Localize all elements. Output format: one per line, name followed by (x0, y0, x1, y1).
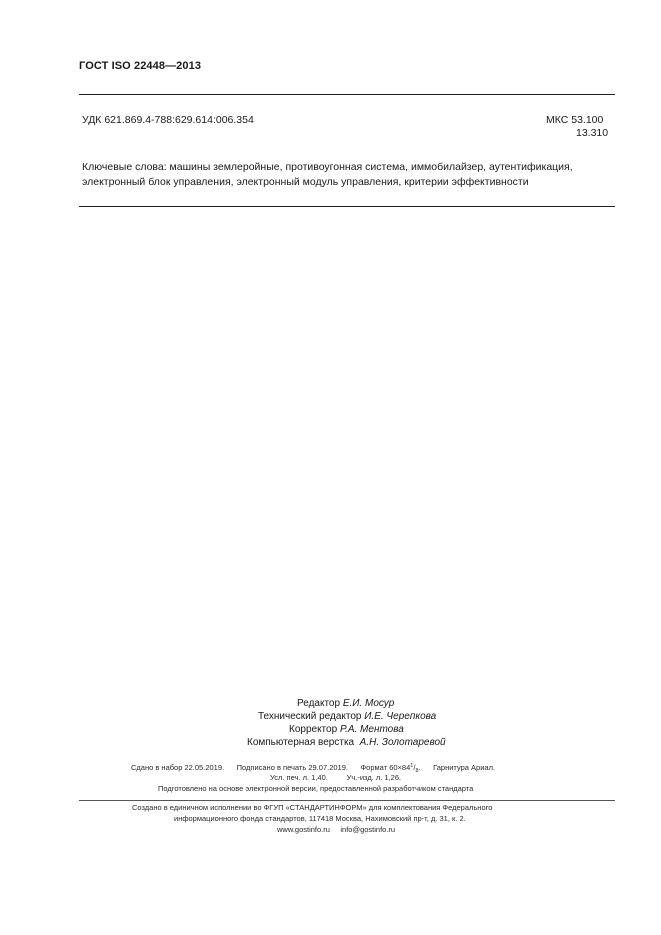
format-suffix: . (418, 763, 421, 772)
tech-editor-label: Технический редактор (258, 711, 362, 722)
website-link[interactable]: www.gostinfo.ru (277, 825, 330, 834)
corrector-label: Корректор (289, 724, 338, 735)
keywords-text: Ключевые слова: машины землеройные, противоугонная система, иммобилайзер, аутентификация, электронный блок управления, электронный модуль управления, критерии эффективности (82, 161, 573, 188)
layout-label: Компьютерная верстка (247, 737, 355, 748)
editor-name: Е.И. Мосур (342, 698, 395, 709)
footer-contacts (277, 824, 395, 835)
tech-editor-credit (258, 710, 436, 724)
prepared-note: Подготовлено на основе электронной версии, предоставленной разработчиком стандарта (158, 784, 474, 793)
keywords-divider (79, 206, 615, 207)
mks-label: МКС 53.100 (546, 114, 604, 126)
editor-credit (297, 697, 394, 711)
layout-name: А.Н. Золотаревой (359, 737, 446, 748)
typeface-info: Гарнитура Ариал. (433, 763, 496, 772)
format-prefix: Формат 60×84 (360, 763, 411, 772)
email-link[interactable]: info@gostinfo.ru (340, 825, 396, 834)
publication-line-2 (270, 772, 401, 783)
editor-label: Редактор (297, 698, 341, 709)
footer-line-2: информационного фонда стандартов, 117418 Москва, Нахимовский пр-т, д. 31, к. 2. (174, 814, 466, 823)
format-info: Формат $60\times 84^1/_8$. (360, 763, 421, 774)
mks-code (546, 114, 608, 140)
udk-code: УДК 621.869.4-788:629.614:006.354 (82, 114, 254, 126)
tech-editor-name: И.Е. Черепкова (364, 711, 437, 722)
layout-credit (247, 736, 446, 750)
mks-second-code: 13.310 (576, 127, 609, 139)
print-sheets: Усл. печ. л. 1,40. (270, 773, 328, 782)
header-divider (79, 94, 615, 95)
format-denominator: 8 (415, 768, 419, 774)
footer-divider (79, 800, 615, 801)
footer-line-1: Создано в единичном исполнении во ФГУП «СТАНДАРТИНФОРМ» для комплектования Федерального (132, 803, 493, 812)
format-numerator: 1 (410, 763, 414, 769)
signed-date: Подписано в печать 29.07.2019. (236, 763, 348, 772)
corrector-name: Р.А. Ментова (339, 724, 404, 735)
corrector-credit (289, 723, 404, 737)
submitted-date: Сдано в набор 22.05.2019. (131, 763, 225, 772)
publisher-sheets: Уч.-изд. л. 1,26. (346, 773, 402, 782)
standard-title: ГОСТ ISO 22448—2013 (79, 60, 202, 72)
